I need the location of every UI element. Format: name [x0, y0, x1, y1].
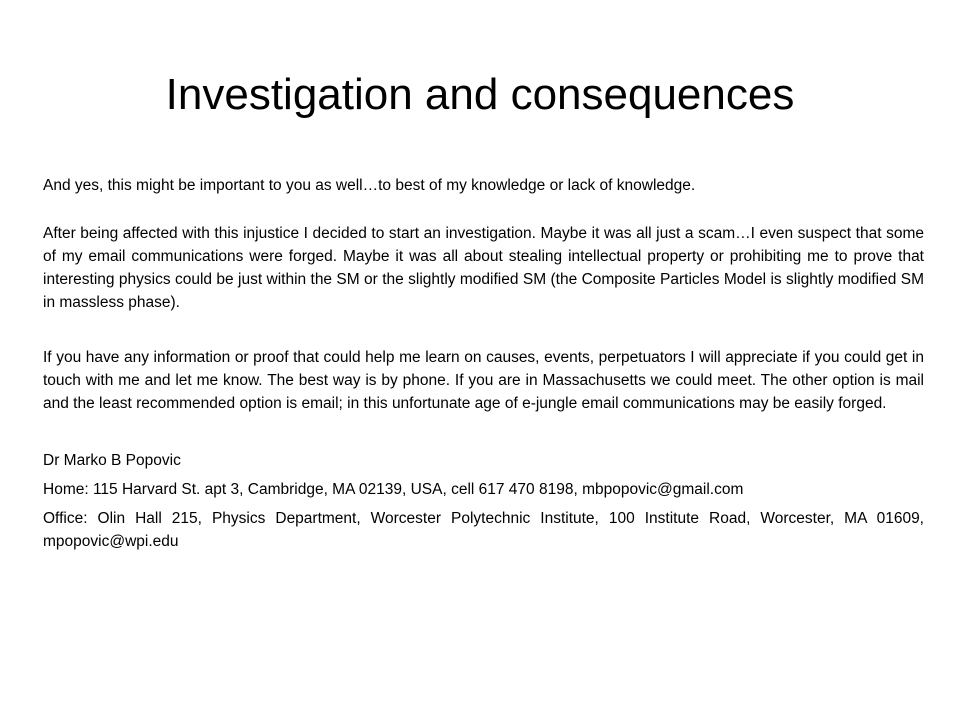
contact-name: Dr Marko B Popovic [43, 452, 181, 469]
information-request-paragraph: If you have any information or proof that could help me learn on causes, events, perpetuators I will appreciate if you could get in touch with me and let me know. The best way is by phone. If you are in Massachusetts we could meet. The other option is mail and the least recommended option is email; in this unfortunate age of e-jungle email communications may be easily forged. [43, 349, 924, 412]
intro-paragraph: And yes, this might be important to you as well…to best of my knowledge or lack of knowledge. [43, 177, 696, 194]
contact-office: Office: Olin Hall 215, Physics Department, Worcester Polytechnic Institute, 100 Institute Road, Worcester, MA 01609, mpopovic@wpi.edu [43, 510, 924, 550]
investigation-paragraph: After being affected with this injustice I decided to start an investigation. Maybe it was all just a scam…I even suspect that some of my email communications were forged. Maybe it was all about stealing intellectual property or prohibiting me to prove that interesting physics could be just within the SM or the slightly modified SM (the Composite Particles Model is slightly modified SM in massless phase). [43, 225, 924, 311]
contact-home: Home: 115 Harvard St. apt 3, Cambridge, MA 02139, USA, cell 617 470 8198, mbpopovic@gmail.com [43, 481, 744, 498]
slide-body [43, 174, 924, 553]
slide-title: Investigation and consequences [165, 70, 795, 119]
